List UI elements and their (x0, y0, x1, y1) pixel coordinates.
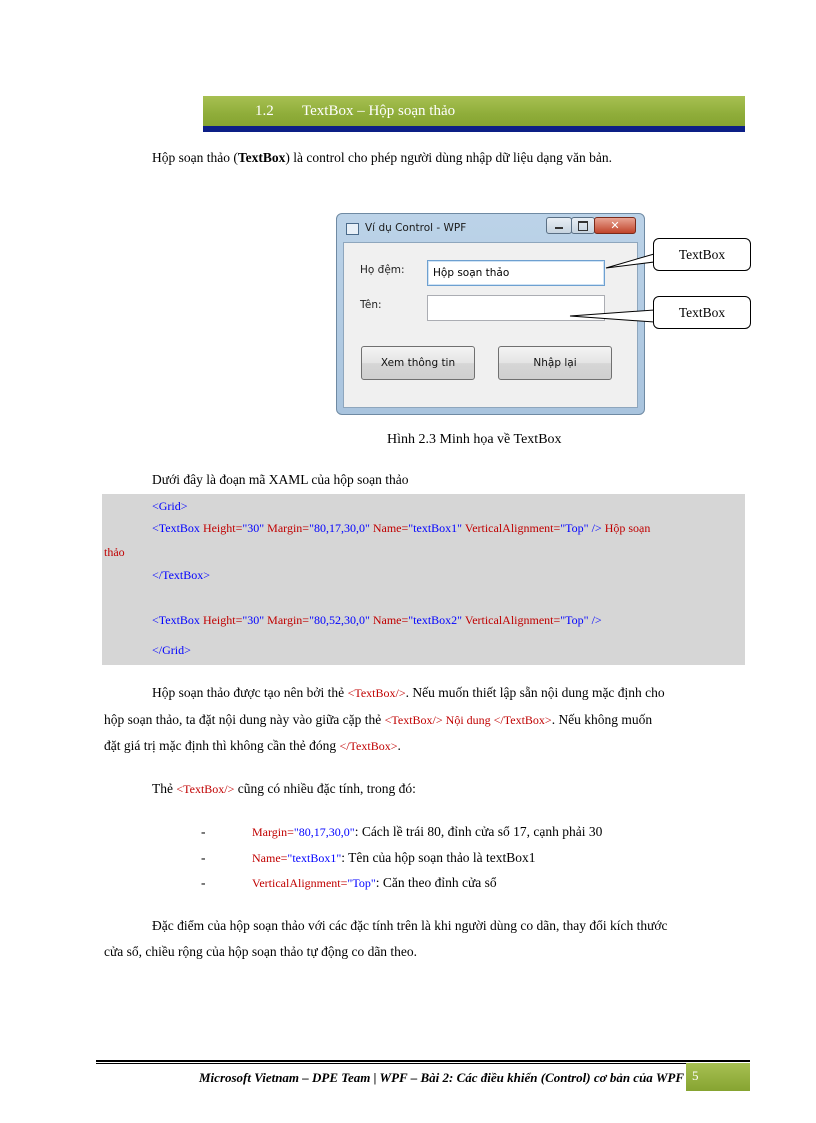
inline-tag: <TextBox/> (384, 713, 443, 727)
para1-text: . (397, 738, 401, 753)
para1-text: . Nếu muốn thiết lập sẵn nội dung mặc định cho (405, 685, 665, 700)
footer-rule-top (96, 1060, 750, 1062)
bullet-desc: : Cách lề trái 80, đỉnh cửa sổ 17, cạnh phải 30 (354, 824, 603, 839)
inline-content: Nội dung (442, 713, 494, 727)
code-textbox-end: </TextBox> (152, 568, 211, 582)
code-value: "Top" (560, 613, 592, 627)
bullet-attr: Name= (252, 851, 288, 865)
list-item (252, 873, 497, 893)
callout-textbox-2: TextBox (653, 296, 751, 329)
code-tag-close: /> (591, 521, 602, 535)
textbox1-value: Hộp soạn thảo (433, 267, 510, 279)
bullet-attr: VerticalAlignment= (252, 876, 348, 890)
view-info-button[interactable]: Xem thông tin (361, 346, 475, 380)
bullet-dash: - (201, 824, 206, 839)
inline-tag: <TextBox/> (176, 782, 235, 796)
code-value: "80,17,30,0" (309, 521, 373, 535)
reset-button[interactable]: Nhập lại (498, 346, 612, 380)
para1-line1 (152, 683, 745, 703)
para1-line3 (104, 736, 401, 756)
window-app-icon (346, 223, 359, 235)
code-intro: Dưới đây là đoạn mã XAML của hộp soạn thảo (152, 472, 409, 487)
code-tag-close: /> (591, 613, 602, 627)
code-attr: Height= (202, 521, 243, 535)
para2-text: cũng có nhiều đặc tính, trong đó: (234, 781, 416, 796)
callout1-pointer (606, 254, 654, 268)
section-heading-underline (203, 126, 745, 132)
para1-text: đặt giá trị mặc định thì không cần thẻ đóng (104, 738, 340, 753)
bullet-desc: : Căn theo đỉnh cửa sổ (375, 875, 497, 890)
para3-line1: Đặc điểm của hộp soạn thảo với các đặc tính trên là khi người dùng co dãn, thay đổi kích thước (152, 918, 668, 933)
window-title: Ví dụ Control - WPF (365, 222, 467, 234)
code-attr: Margin= (267, 521, 310, 535)
figure-caption: Hình 2.3 Minh họa về TextBox (387, 432, 562, 447)
bullet-value: "Top" (347, 876, 376, 890)
code-value: "Top" (560, 521, 592, 535)
code-value: "30" (242, 613, 268, 627)
code-textbox1-line (152, 520, 650, 536)
code-attr: VerticalAlignment= (464, 613, 561, 627)
inline-tag: <TextBox/> (347, 686, 406, 700)
code-textbox2-line (152, 612, 602, 628)
inline-tag: </TextBox> (493, 713, 552, 727)
inline-tag: </TextBox> (339, 739, 398, 753)
code-grid-open: <Grid> (152, 499, 188, 513)
para1-line2 (104, 710, 745, 730)
label-ho-dem: Họ đệm: (360, 264, 405, 276)
code-grid-close: </Grid> (152, 643, 191, 657)
label-ten: Tên: (360, 299, 382, 311)
page-number: 5 (692, 1068, 699, 1083)
code-attr: Name= (372, 521, 409, 535)
code-attr: Height= (202, 613, 243, 627)
maximize-icon[interactable] (571, 217, 595, 234)
section-heading-bar (203, 96, 745, 126)
code-attr: Name= (372, 613, 409, 627)
code-value: "80,52,30,0" (309, 613, 373, 627)
section-title: TextBox – Hộp soạn thảo (302, 103, 456, 119)
code-value: "textBox2" (408, 613, 465, 627)
close-icon[interactable]: ✕ (594, 217, 636, 234)
para2-text: Thẻ (152, 781, 177, 796)
bullet-attr: Margin= (252, 825, 294, 839)
code-content: Hộp soạn (601, 521, 651, 535)
minimize-icon[interactable] (546, 217, 572, 234)
callout-textbox-1: TextBox (653, 238, 751, 271)
para1-text: Hộp soạn thảo được tạo nên bởi thẻ (152, 685, 348, 700)
code-value: "textBox1" (408, 521, 465, 535)
para1-text: hộp soạn thảo, ta đặt nội dung này vào giữa cặp thẻ (104, 712, 385, 727)
code-content-wrap: thảo (104, 545, 125, 559)
bullet-value: "80,17,30,0" (293, 825, 355, 839)
intro-text-before: Hộp soạn thảo ( (152, 150, 238, 165)
para1-text: . Nếu không muốn (551, 712, 653, 727)
section-number: 1.2 (255, 103, 274, 119)
footer-text: Microsoft Vietnam – DPE Team | WPF – Bài 2: Các điều khiển (Control) cơ bản của WPF (199, 1070, 684, 1085)
bullet-dash: - (201, 875, 206, 890)
code-tag: <TextBox (152, 521, 203, 535)
bullet-desc: : Tên của hộp soạn thảo là textBox1 (341, 850, 536, 865)
bullet-dash: - (201, 850, 206, 865)
bullet-value: "textBox1" (287, 851, 342, 865)
para2 (152, 779, 416, 799)
list-item (252, 822, 602, 842)
code-attr: Margin= (267, 613, 310, 627)
code-tag: <TextBox (152, 613, 203, 627)
footer-rule-thin (96, 1063, 686, 1064)
code-value: "30" (242, 521, 268, 535)
code-attr: VerticalAlignment= (464, 521, 561, 535)
intro-paragraph (152, 148, 612, 168)
intro-text-after: ) là control cho phép người dùng nhập dữ liệu dạng văn bản. (285, 150, 612, 165)
para3-line2: cửa sổ, chiều rộng của hộp soạn thảo tự động co dãn theo. (104, 944, 418, 959)
callout-pointers (500, 240, 660, 330)
intro-bold-term: TextBox (237, 150, 286, 165)
callout2-pointer (570, 310, 654, 322)
list-item (252, 848, 536, 868)
